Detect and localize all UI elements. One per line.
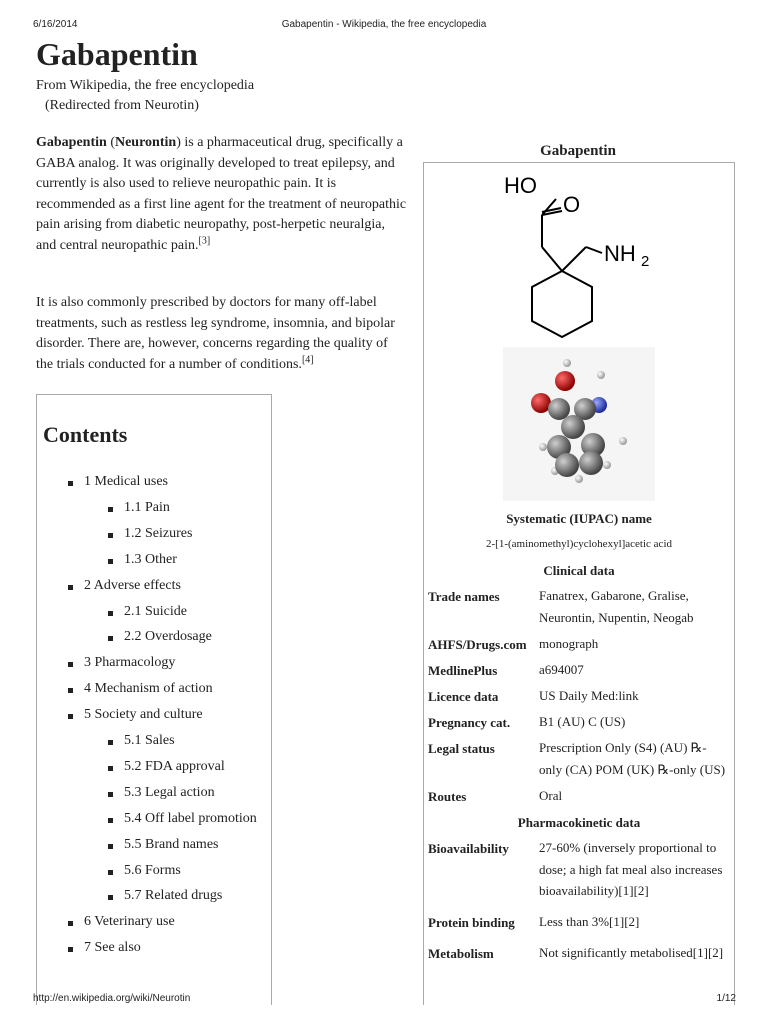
toc-item[interactable]: 1.1 Pain: [124, 499, 170, 515]
print-url: http://en.wikipedia.org/wiki/Neurotin: [33, 993, 191, 1004]
routes-label: Routes: [428, 789, 467, 804]
ahfs-link[interactable]: monograph: [539, 636, 599, 651]
offlabel-text: It is also commonly prescribed by doctors for many off-label treatments, such as restless leg syndrome, insomnia, and bipolar disorder. There are, however, concerns regarding the quality of the trials conducted for a number of conditions.: [36, 295, 395, 372]
protein-binding-label: Protein binding: [428, 915, 515, 930]
intro-text-2: ) is a pharmaceutical drug, specifically a GABA analog. It was originally developed to treat epilepsy, and currently is also used to relieve neuropathic pain. It is recommended as a first line agent for the treatment of neuropathic pain arising from diabetic neuropathy, post-herpetic neuralgia, and central neuropathic pain.: [36, 135, 407, 253]
print-page-number: 1/12: [716, 993, 736, 1004]
toc-item[interactable]: 4 Mechanism of action: [84, 681, 213, 697]
toc-item[interactable]: 7 See also: [84, 940, 141, 956]
toc-item[interactable]: 1.3 Other: [124, 551, 177, 567]
toc-item[interactable]: 5.3 Legal action: [124, 784, 215, 800]
print-title: Gabapentin - Wikipedia, the free encyclopedia: [281, 19, 487, 30]
toc-item[interactable]: 5.6 Forms: [124, 862, 181, 878]
iupac-name: 2-[1-(aminomethyl)cyclohexyl]acetic acid: [486, 538, 672, 550]
toc-item[interactable]: 3 Pharmacology: [84, 655, 176, 671]
toc-title: Contents: [43, 422, 128, 447]
toc-item[interactable]: 5.7 Related drugs: [124, 888, 223, 904]
medlineplus-link[interactable]: a694007: [539, 662, 584, 677]
legal-status-label: Legal status: [428, 741, 495, 756]
ball-and-stick-model-image: [503, 347, 655, 501]
routes-value: Oral: [539, 788, 563, 803]
trade-names-value: Fanatrex, Gabarone, Gralise, Neurontin, Nupentin, Neogab: [539, 588, 694, 625]
toc-item[interactable]: 2.2 Overdosage: [124, 629, 212, 645]
term-neurontin: Neurontin: [114, 135, 177, 150]
legal-status-value: Prescription Only (S4) (AU) ℞-only (CA) POM (UK) ℞-only (US): [539, 740, 726, 777]
print-date: 6/16/2014: [33, 19, 78, 30]
intro-text-1: (: [106, 135, 115, 150]
medlineplus-label: MedlinePlus: [428, 663, 498, 678]
offlabel-paragraph: [36, 293, 408, 375]
metabolism-value: Not significantly metabolised[1][2]: [539, 945, 724, 960]
pregnancy-value: B1 (AU) C (US): [539, 714, 626, 729]
licence-data-label: Licence data: [428, 689, 499, 704]
infobox-caption: Gabapentin: [540, 143, 616, 159]
toc-item[interactable]: 6 Veterinary use: [84, 914, 175, 930]
licence-data-link[interactable]: US Daily Med:link: [539, 688, 639, 703]
metabolism-label: Metabolism: [428, 946, 494, 961]
toc-item[interactable]: 5.5 Brand names: [124, 836, 219, 852]
toc-item[interactable]: 2.1 Suicide: [124, 603, 187, 619]
pharmacokinetic-heading: Pharmacokinetic data: [517, 815, 641, 830]
formula-label-ho: HO: [504, 173, 537, 198]
clinical-data-heading: Clinical data: [543, 563, 615, 578]
site-tagline: From Wikipedia, the free encyclopedia: [36, 78, 255, 93]
page-title: Gabapentin: [36, 36, 198, 72]
toc-item[interactable]: 5.2 FDA approval: [124, 758, 225, 774]
pregnancy-label: Pregnancy cat.: [428, 715, 511, 730]
ahfs-label: AHFS/Drugs.com: [428, 637, 527, 652]
reference-link[interactable]: [3]: [198, 235, 211, 247]
toc-item[interactable]: 1 Medical uses: [84, 474, 168, 489]
table-of-contents: [36, 394, 272, 1005]
bioavailability-label: Bioavailability: [428, 841, 509, 856]
formula-label-sub2: 2: [641, 253, 650, 270]
formula-label-o: O: [563, 192, 581, 217]
formula-label-nh: NH: [604, 241, 636, 266]
toc-item[interactable]: 5.4 Off label promotion: [124, 810, 257, 826]
protein-binding-value: Less than 3%[1][2]: [539, 914, 640, 929]
toc-item[interactable]: 2 Adverse effects: [84, 577, 181, 593]
redirect-notice: (Redirected from Neurotin): [45, 98, 199, 113]
intro-paragraph: [36, 133, 408, 257]
infobox: [423, 162, 735, 1005]
iupac-heading: Systematic (IUPAC) name: [506, 511, 652, 526]
bioavailability-value: 27-60% (inversely proportional to dose; a high fat meal also increases bioavailability)[1][2]: [539, 840, 723, 898]
term-gabapentin: Gabapentin: [36, 135, 107, 150]
toc-item[interactable]: 1.2 Seizures: [124, 525, 193, 541]
structural-formula-image: [424, 163, 734, 343]
toc-item[interactable]: 5 Society and culture: [84, 707, 203, 723]
toc-item[interactable]: 5.1 Sales: [124, 733, 175, 748]
reference-link[interactable]: [4]: [301, 354, 314, 366]
trade-names-label: Trade names: [428, 589, 500, 604]
